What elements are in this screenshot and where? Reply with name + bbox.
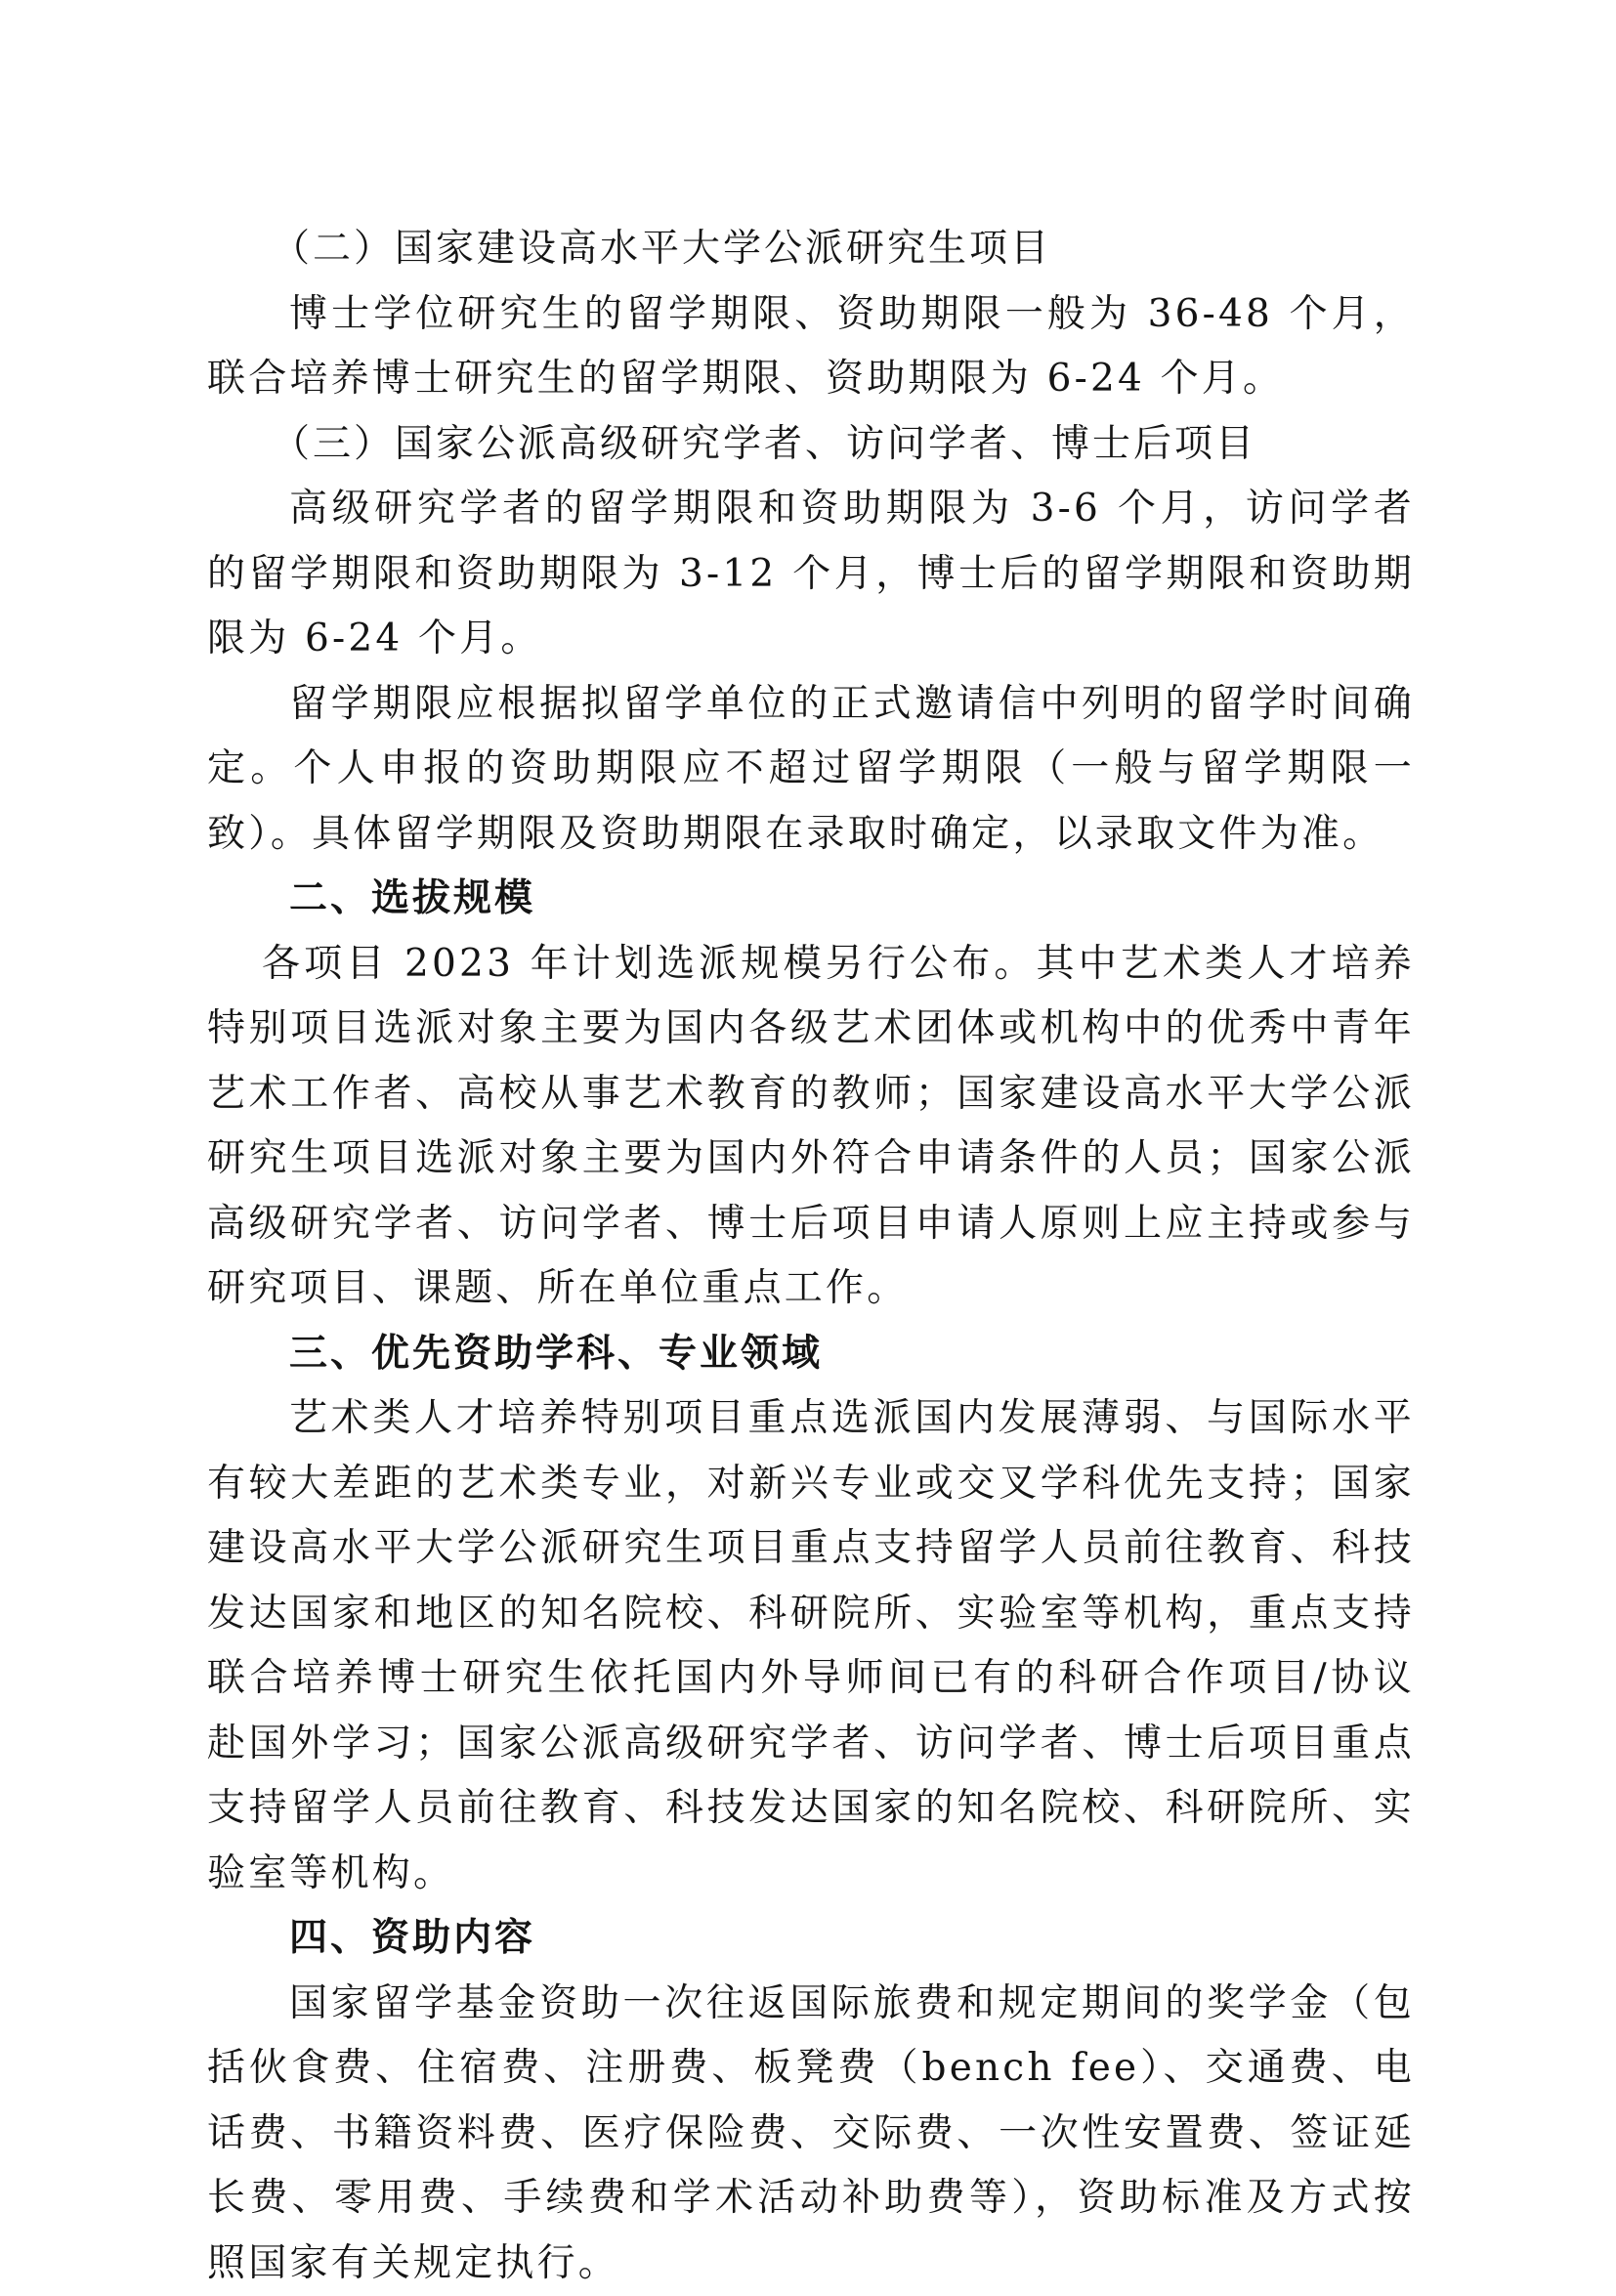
subsection-heading: （三）国家公派高级研究学者、访问学者、博士后项目	[207, 412, 1415, 478]
body-paragraph: 艺术类人才培养特别项目重点选派国内发展薄弱、与国际水平有较大差距的艺术类专业，对新兴专业或交叉学科优先支持；国家建设高水平大学公派研究生项目重点支持留学人员前往教育、科技发达国家和地区的知名院校、科研院所、实验室等机构，重点支持联合培养博士研究生依托国内外导师间已有的科研合作项目/协议赴国外学习；国家公派高级研究学者、访问学者、博士后项目重点支持留学人员前往教育、科技发达国家的知名院校、科研院所、实验室等机构。	[207, 1386, 1415, 1906]
section-heading: 四、资助内容	[207, 1906, 1415, 1972]
section-heading: 二、选拔规模	[207, 867, 1415, 932]
body-paragraph: 高级研究学者的留学期限和资助期限为 3-6 个月，访问学者的留学期限和资助期限为 3-12 个月，博士后的留学期限和资助期限为 6-24 个月。	[207, 477, 1415, 672]
body-paragraph: 博士学位研究生的留学期限、资助期限一般为 36-48 个月，联合培养博士研究生的留学期限、资助期限为 6-24 个月。	[207, 282, 1415, 412]
body-paragraph: 国家留学基金资助一次往返国际旅费和规定期间的奖学金（包括伙食费、住宿费、注册费、板凳费（bench fee）、交通费、电话费、书籍资料费、医疗保险费、交际费、一次性安置费、签证延长费、零用费、手续费和学术活动补助费等），资助标准及方式按照国家有关规定执行。	[207, 1972, 1415, 2296]
section-heading: 三、优先资助学科、专业领域	[207, 1322, 1415, 1387]
document-body	[207, 217, 1415, 2296]
body-paragraph: 留学期限应根据拟留学单位的正式邀请信中列明的留学时间确定。个人申报的资助期限应不超过留学期限（一般与留学期限一致）。具体留学期限及资助期限在录取时确定，以录取文件为准。	[207, 672, 1415, 868]
body-paragraph: 各项目 2023 年计划选派规模另行公布。其中艺术类人才培养特别项目选派对象主要为国内各级艺术团体或机构中的优秀中青年艺术工作者、高校从事艺术教育的教师；国家建设高水平大学公派研究生项目选派对象主要为国内外符合申请条件的人员；国家公派高级研究学者、访问学者、博士后项目申请人原则上应主持或参与研究项目、课题、所在单位重点工作。	[207, 932, 1415, 1322]
subsection-heading: （二）国家建设高水平大学公派研究生项目	[207, 217, 1415, 282]
